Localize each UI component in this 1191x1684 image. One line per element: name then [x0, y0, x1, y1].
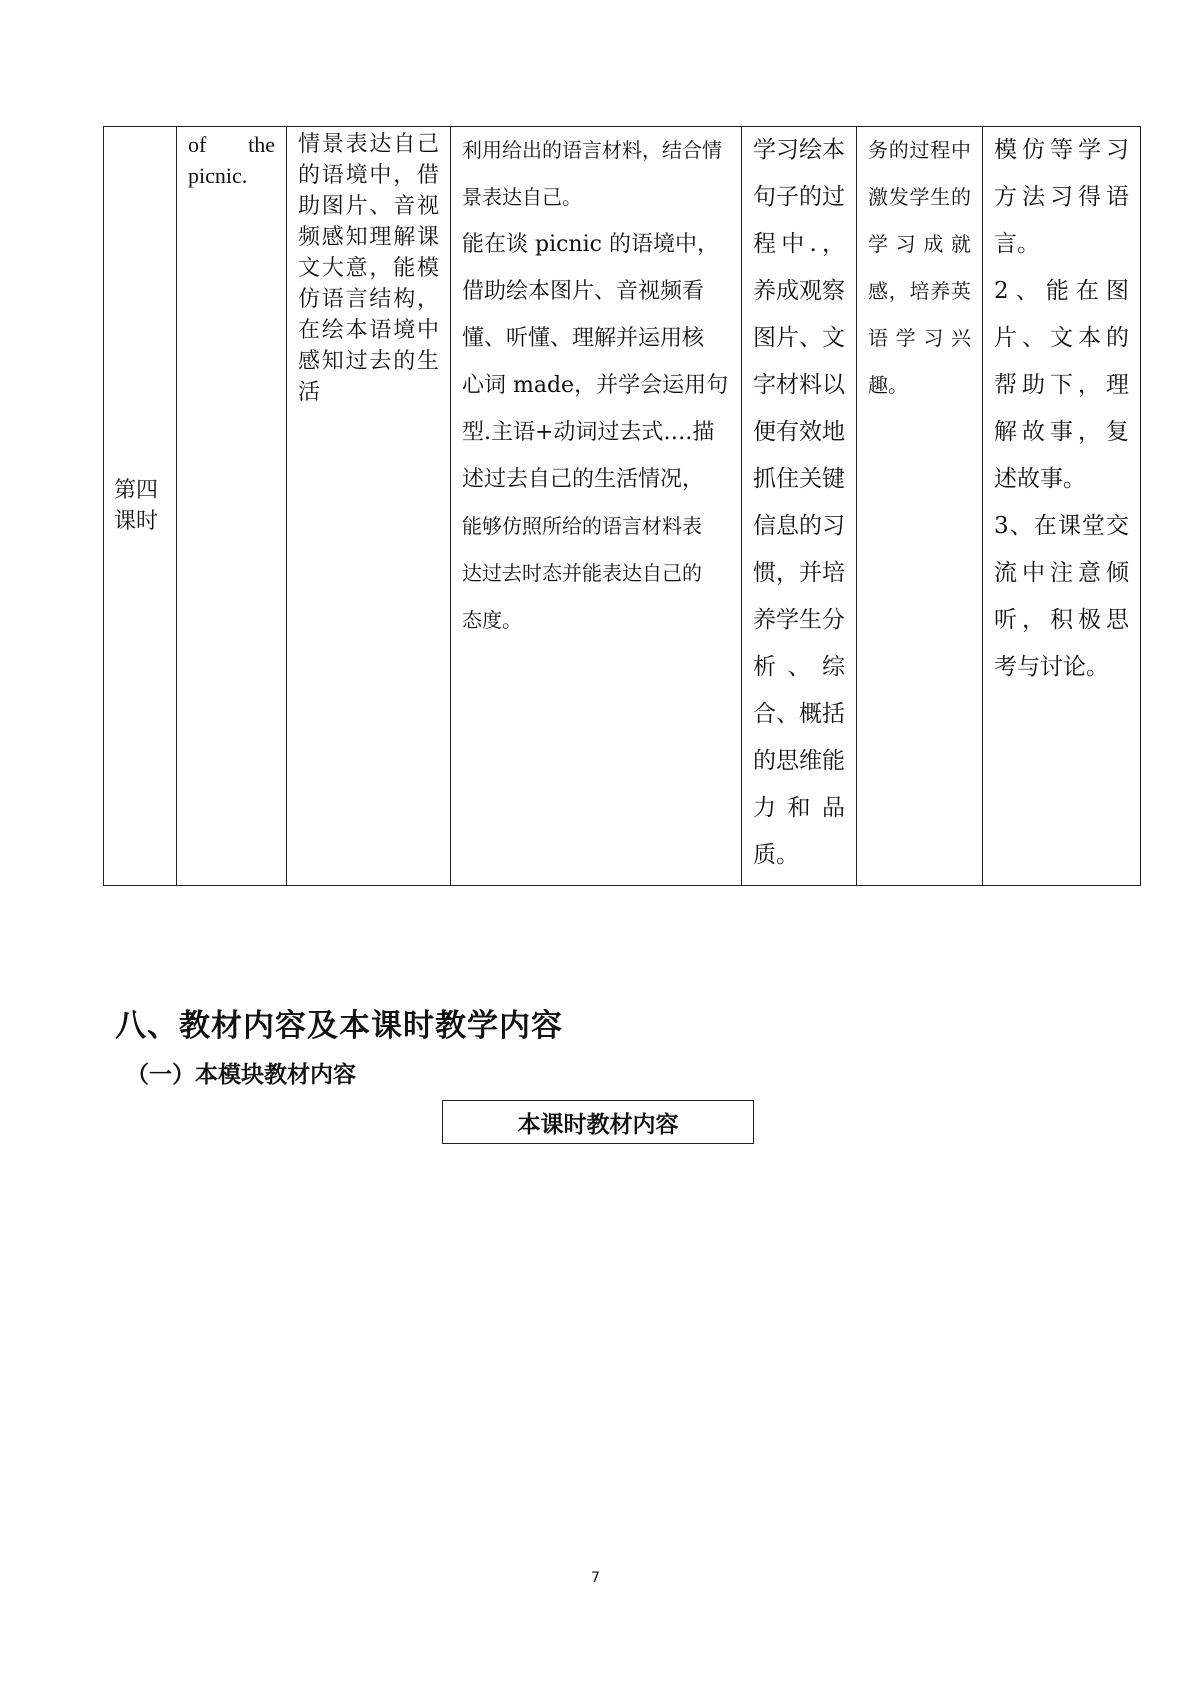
page-number: 7 — [591, 1570, 600, 1586]
lesson-title-line2: picnic. — [188, 163, 248, 188]
lesson-title-word-of: of — [188, 132, 207, 157]
section-subheading: （一）本模块教材内容 — [126, 1062, 356, 1088]
language-goals-line: 型.主语+动词过去式….描 — [462, 420, 715, 445]
lesson-number-cell — [104, 127, 177, 886]
language-goals-line: 利用给出的语言材料，结合情 — [462, 138, 722, 162]
language-goals-line: 能够仿照所给的语言材料表 — [462, 514, 702, 538]
section-heading: 八、教材内容及本课时教学内容 — [115, 1008, 563, 1044]
table-row-lesson-4 — [104, 127, 1141, 886]
language-goals-line: 述过去自己的生活情况， — [462, 467, 705, 492]
learning-strategy-cell — [983, 127, 1141, 886]
language-goals-line: 态度。 — [462, 608, 522, 632]
language-goals-text — [462, 127, 730, 644]
lesson-title-line1 — [188, 129, 275, 160]
lesson-plan-table — [103, 126, 1141, 886]
lesson-title-word-the: the — [248, 132, 275, 157]
language-goals-line: 景表达自己。 — [462, 185, 582, 209]
lesson-content-text: 情景表达自己的语境中，借助图片、音视频感知理解课文大意，能模仿语言结构，在绘本语境中感知过去的生活 — [298, 132, 439, 405]
language-goals-line: 心词 made，并学会运用句 — [462, 373, 729, 398]
emotion-goals-text: 务的过程中激发学生的学习成就感，培养英语学习兴趣。 — [868, 138, 971, 397]
lesson-material-box — [442, 1100, 754, 1144]
learning-process-text: 学习绘本句子的过程中.，养成观察图片、文字材料以便有效地抓住关键信息的习惯，并培养学生分析、综合、概括的思维能力和品质。 — [753, 137, 845, 868]
lesson-material-box-label: 本课时教材内容 — [517, 1111, 679, 1138]
learning-strategy-text: 模仿等学习方法习得语言。 2、能在图片、文本的帮助下，理解故事，复述故事。 3、在课堂交流中注意倾听，积极思考与讨论。 — [994, 137, 1129, 680]
emotion-goals-cell — [857, 127, 983, 886]
learning-process-cell — [742, 127, 857, 886]
language-goals-line: 借助绘本图片、音视频看 — [462, 279, 705, 304]
language-goals-line: 懂、听懂、理解并运用核 — [462, 326, 705, 351]
lesson-content-cell — [287, 127, 451, 886]
language-goals-line: 达过去时态并能表达自己的 — [462, 561, 702, 585]
language-goals-line: 能在谈 picnic 的语境中， — [462, 232, 719, 257]
lesson-title-cell — [177, 127, 287, 886]
lesson-number-text: 第四 课时 — [114, 478, 159, 534]
lesson-table-wrapper — [103, 126, 1140, 886]
language-goals-cell — [451, 127, 742, 886]
